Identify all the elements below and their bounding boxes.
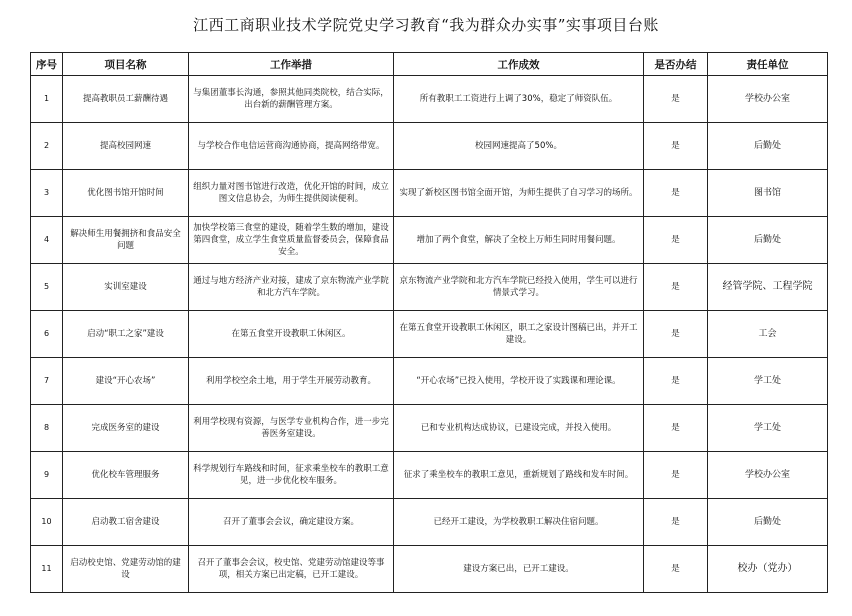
work-result: 已经开工建设，为学校教职工解决住宿问题。: [394, 499, 644, 546]
table-row: [31, 76, 828, 123]
work-result: 增加了两个食堂，解决了全校上万师生同时用餐问题。: [394, 217, 644, 264]
row-number: 11: [31, 546, 63, 593]
completion-status: 是: [644, 405, 708, 452]
responsible-unit: 学校办公室: [708, 452, 828, 499]
project-name: 实训室建设: [63, 264, 189, 311]
row-number: 9: [31, 452, 63, 499]
work-measure: 与学校合作电信运营商沟通协商，提高网络带宽。: [189, 123, 394, 170]
row-number: 6: [31, 311, 63, 358]
project-name: 提高校园网速: [63, 123, 189, 170]
responsible-unit: 校办（党办）: [708, 546, 828, 593]
project-name: 启动校史馆、党建劳动馆的建设: [63, 546, 189, 593]
work-measure: 在第五食堂开设教职工休闲区。: [189, 311, 394, 358]
row-number: 2: [31, 123, 63, 170]
project-name: 解决师生用餐拥挤和食品安全问题: [63, 217, 189, 264]
project-ledger-table: [30, 52, 828, 593]
work-measure: 加快学校第三食堂的建设，随着学生数的增加，建设第四食堂，成立学生食堂质量监督委员会，保障食品安全。: [189, 217, 394, 264]
work-measure: 通过与地方经济产业对接，建成了京东物流产业学院和北方汽车学院。: [189, 264, 394, 311]
responsible-unit: 后勤处: [708, 499, 828, 546]
project-name: 提高教职员工薪酬待遇: [63, 76, 189, 123]
table-row: [31, 452, 828, 499]
header-cell-unit: 责任单位: [708, 53, 828, 76]
completion-status: 是: [644, 170, 708, 217]
table-row: [31, 405, 828, 452]
responsible-unit: 图书馆: [708, 170, 828, 217]
responsible-unit: 后勤处: [708, 217, 828, 264]
responsible-unit: 学工处: [708, 358, 828, 405]
responsible-unit: 学校办公室: [708, 76, 828, 123]
project-name: 启动教工宿舍建设: [63, 499, 189, 546]
work-result: 征求了乘坐校车的教职工意见，重新规划了路线和发车时间。: [394, 452, 644, 499]
completion-status: 是: [644, 546, 708, 593]
table-row: [31, 170, 828, 217]
page-title: 江西工商职业技术学院党史学习教育“我为群众办实事”实事项目台账: [193, 16, 659, 34]
work-result: 实现了新校区图书馆全面开馆，为师生提供了自习学习的场所。: [394, 170, 644, 217]
work-result: 京东物流产业学院和北方汽车学院已经投入使用，学生可以进行情景式学习。: [394, 264, 644, 311]
responsible-unit: 经管学院、工程学院: [708, 264, 828, 311]
completion-status: 是: [644, 76, 708, 123]
work-result: 所有教职工工资进行上调了30%，稳定了师资队伍。: [394, 76, 644, 123]
project-name: 完成医务室的建设: [63, 405, 189, 452]
work-result: 已和专业机构达成协议，已建设完成，并投入使用。: [394, 405, 644, 452]
work-result: “开心农场”已投入使用，学校开设了实践课和理论课。: [394, 358, 644, 405]
work-measure: 召开了董事会会议，校史馆、党建劳动馆建设等事项，相关方案已出定稿，已开工建设。: [189, 546, 394, 593]
row-number: 5: [31, 264, 63, 311]
table-row: [31, 264, 828, 311]
project-name: 启动“职工之家”建设: [63, 311, 189, 358]
project-name: 建设“开心农场”: [63, 358, 189, 405]
responsible-unit: 后勤处: [708, 123, 828, 170]
work-measure: 利用学校空余土地，用于学生开展劳动教育。: [189, 358, 394, 405]
completion-status: 是: [644, 217, 708, 264]
row-number: 1: [31, 76, 63, 123]
work-measure: 利用学校现有资源，与医学专业机构合作，进一步完善医务室建设。: [189, 405, 394, 452]
work-measure: 与集团董事长沟通，参照其他同类院校，结合实际，出台新的薪酬管理方案。: [189, 76, 394, 123]
table-row: [31, 546, 828, 593]
table-row: [31, 499, 828, 546]
completion-status: 是: [644, 264, 708, 311]
header-cell-name: 项目名称: [63, 53, 189, 76]
work-measure: 科学规划行车路线和时间，征求乘坐校车的教职工意见，进一步优化校车服务。: [189, 452, 394, 499]
work-measure: 组织力量对图书馆进行改造，优化开馆的时间，成立图文信息协会，为师生提供阅读便利。: [189, 170, 394, 217]
completion-status: 是: [644, 499, 708, 546]
row-number: 8: [31, 405, 63, 452]
work-result: 在第五食堂开设教职工休闲区，职工之家设计图稿已出，并开工建设。: [394, 311, 644, 358]
header-cell-measure: 工作举措: [189, 53, 394, 76]
work-measure: 召开了董事会会议，确定建设方案。: [189, 499, 394, 546]
table-row: [31, 311, 828, 358]
work-result: 建设方案已出，已开工建设。: [394, 546, 644, 593]
row-number: 7: [31, 358, 63, 405]
row-number: 3: [31, 170, 63, 217]
row-number: 10: [31, 499, 63, 546]
header-cell-result: 工作成效: [394, 53, 644, 76]
completion-status: 是: [644, 452, 708, 499]
table-row: [31, 217, 828, 264]
work-result: 校园网速提高了50%。: [394, 123, 644, 170]
row-number: 4: [31, 217, 63, 264]
header-row: [31, 53, 828, 76]
header-cell-done: 是否办结: [644, 53, 708, 76]
completion-status: 是: [644, 311, 708, 358]
responsible-unit: 学工处: [708, 405, 828, 452]
responsible-unit: 工会: [708, 311, 828, 358]
table-row: [31, 123, 828, 170]
completion-status: 是: [644, 123, 708, 170]
header-cell-no: 序号: [31, 53, 63, 76]
project-name: 优化图书馆开馆时间: [63, 170, 189, 217]
completion-status: 是: [644, 358, 708, 405]
table-row: [31, 358, 828, 405]
project-name: 优化校车管理服务: [63, 452, 189, 499]
